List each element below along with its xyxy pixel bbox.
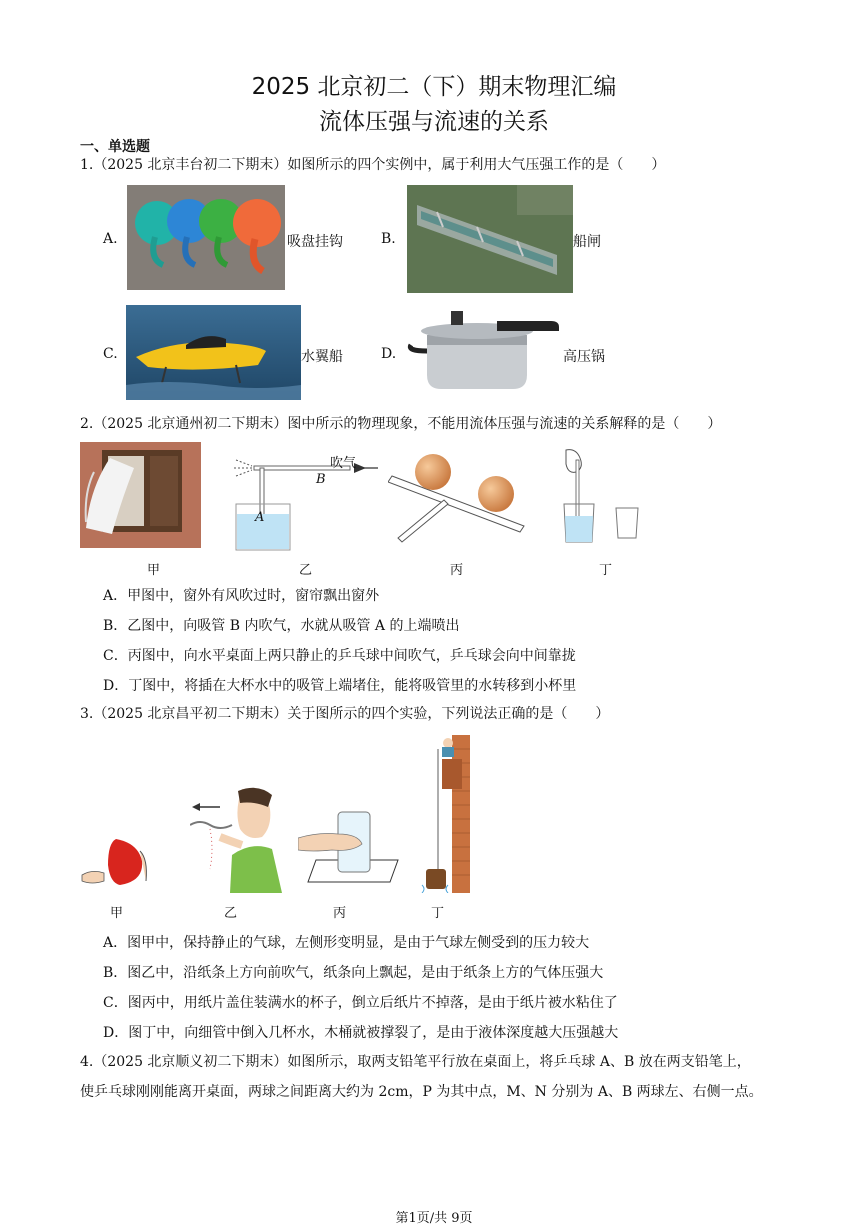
q1-option-d-key: D. [381,346,397,362]
q2-figure-label-3: 丙 [450,563,464,578]
question-4-stem-line-1: 4.（2025 北京顺义初二下期末）如图所示，取两支铅笔平行放在桌面上，将乒乓球 A、B 放在两支铅笔上， [80,1054,751,1070]
q1-option-b-caption: 船闸 [573,234,601,250]
ship-lock-photo [407,185,573,293]
straw-blow-diagram [230,448,380,552]
straw-cups-diagram [552,446,642,546]
ping-pong-pencils-diagram [388,450,533,546]
question-3-stem: 3.（2025 北京昌平初二下期末）关于图所示的四个实验，下列说法正确的是（ ） [80,706,610,722]
q3-option-b: B．图乙中，沿纸条上方向前吹气，纸条向上飘起，是由于纸条上方的气体压强大 [103,965,604,981]
q2-figure-label-4: 丁 [599,563,613,578]
q3-figure-label-2: 乙 [224,906,238,921]
question-2-stem: 2.（2025 北京通州初二下期末）图中所示的物理现象，不能用流体压强与流速的关系解释的是（ ） [80,416,722,432]
blow-label: 吹气 [330,456,357,471]
q3-figure-label-3: 丙 [333,906,347,921]
q3-option-a: A．图甲中，保持静止的气球，左侧形变明显，是由于气球左侧受到的压力较大 [103,935,590,951]
question-1-stem: 1.（2025 北京丰台初二下期末）如图所示的四个实例中，属于利用大气压强工作的是（ ） [80,157,666,173]
q1-option-a-key: A. [103,231,118,247]
q1-option-a-caption: 吸盘挂钩 [287,234,343,250]
q2-figure-label-1: 甲 [147,563,161,578]
tube-a-label: A [255,510,265,525]
q1-option-b-key: B. [381,231,396,247]
page-footer: 第1页/共 9页 [395,1211,473,1226]
q2-option-c: C．丙图中，向水平桌面上两只静止的乒乓球中间吹气，乒乓球会向中间靠拢 [103,648,576,664]
barrel-pipe-diagram [418,735,472,893]
q2-option-a: A．甲图中，窗外有风吹过时，窗帘飘出窗外 [103,588,380,604]
page-subtitle: 流体压强与流速的关系 [319,109,549,135]
tube-b-label: B [316,472,326,487]
q1-option-c-caption: 水翼船 [301,349,343,365]
q1-option-c-key: C. [103,346,118,362]
balloon-press-diagram [80,835,152,891]
q3-figure-label-1: 甲 [110,906,124,921]
q3-figure-label-4: 丁 [431,906,445,921]
q3-option-c: C．图丙中，用纸片盖住装满水的杯子，倒立后纸片不掉落，是由于纸片被水粘住了 [103,995,618,1011]
inverted-cup-paper-diagram [298,808,400,890]
curtain-window-photo [80,442,201,548]
q3-option-d: D．图丁中，向细管中倒入几杯水，木桶就被撑裂了，是由于液体深度越大压强越大 [103,1025,619,1041]
q2-figure-label-2: 乙 [299,563,313,578]
question-4-stem-line-2: 使乒乓球刚刚能离开桌面，两球之间距离大约为 2cm，P 为其中点，M、N 分别为 A、B 两球左、右侧一点。 [80,1084,763,1100]
q2-option-d: D．丁图中，将插在大杯水中的吸管上端堵住，能将吸管里的水转移到小杯里 [103,678,577,694]
q1-option-d-caption: 高压锅 [563,349,605,365]
page-title: 2025 北京初二（下）期末物理汇编 [251,74,617,100]
suction-hook-photo [127,185,285,290]
hydrofoil-boat-photo [126,305,301,400]
section-heading: 一、单选题 [80,139,150,155]
pressure-cooker-photo [405,305,562,395]
blowing-paper-boy-diagram [190,785,285,895]
q2-option-b: B．乙图中，向吸管 B 内吹气，水就从吸管 A 的上端喷出 [103,618,460,634]
